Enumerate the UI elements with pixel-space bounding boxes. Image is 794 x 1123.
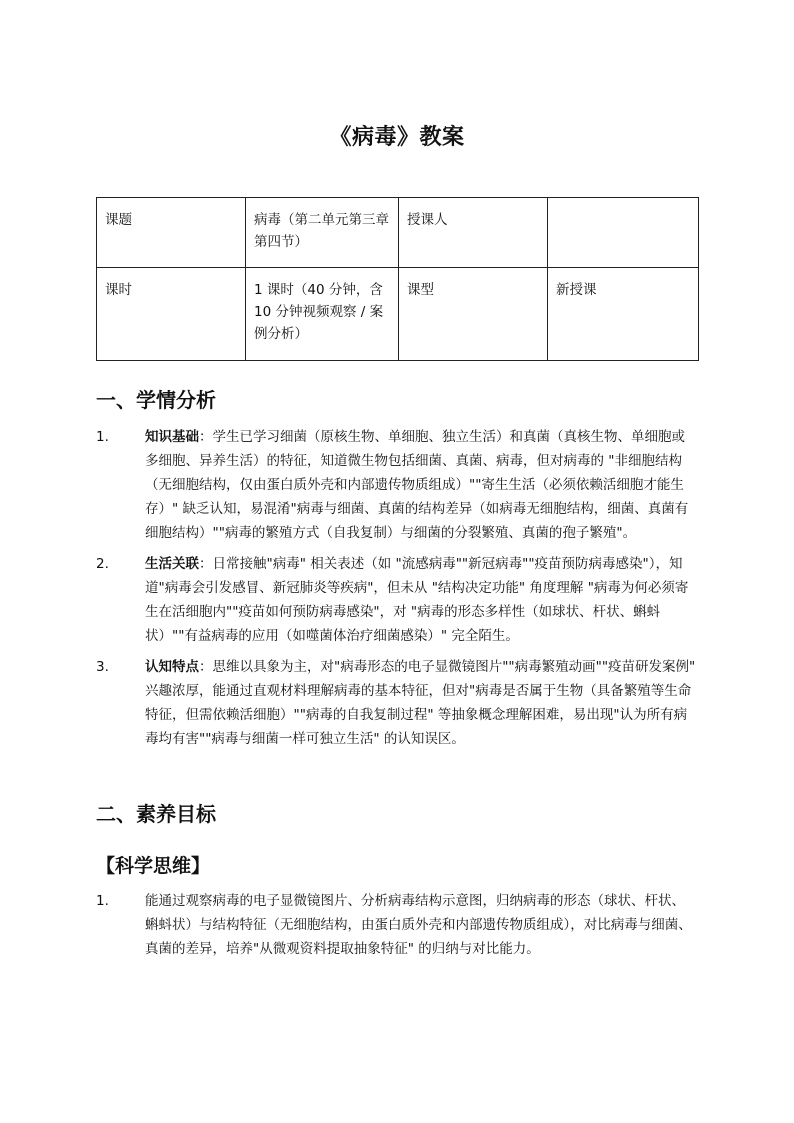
list-item-lead: 知识基础: [145, 429, 199, 445]
table-row: [97, 198, 699, 268]
list-item: [96, 655, 696, 751]
document-title: 《病毒》教案: [329, 125, 465, 150]
list-item-text: ：日常接触"病毒" 相关表述（如 "流感病毒""新冠病毒""疫苗预防病毒感染"），知道"病毒会引发感冒、新冠肺炎等疾病"，但未从 "结构决定功能" 角度理解 "病毒为何必须寄生在活细胞内""疫苗如何预防病毒感染"，对 "病毒的形态多样性（如球状、杆状、蝌蚪状）""有益病毒的应用（如噬菌体治疗细菌感染）" 完全陌生。: [145, 556, 689, 644]
student-analysis-list: [96, 425, 696, 758]
list-item-lead: 生活关联: [145, 556, 199, 572]
list-item-number: 3.: [96, 659, 109, 675]
list-item: [96, 425, 696, 545]
table-cell-teacher-value: [548, 198, 699, 268]
table-cell-topic-label: 课题: [97, 198, 246, 268]
list-item-text: ：思维以具象为主，对"病毒形态的电子显微镜图片""病毒繁殖动画""疫苗研发案例" 兴趣浓厚，能通过直观材料理解病毒的基本特征，但对"病毒是否属于生物（具备繁殖等生命特征，但需依赖活细胞）""病毒的自我复制过程" 等抽象概念理解困难，易出现"认为所有病毒均有害""病毒与细菌一样可独立生活" 的认知误区。: [145, 659, 696, 747]
section-heading-student-analysis: 一、学情分析: [96, 388, 216, 412]
list-item: [96, 889, 696, 961]
table-cell-topic-value: 病毒（第二单元第三章第四节）: [246, 198, 399, 268]
list-item-text: ：学生已学习细菌（原核生物、单细胞、独立生活）和真菌（真核生物、单细胞或多细胞、异养生活）的特征，知道微生物包括细菌、真菌、病毒，但对病毒的 "非细胞结构（无细胞结构，仅由蛋白质外壳和内部遗传物质组成）""寄生生活（必须依赖活细胞才能生存）" 缺乏认知，易混淆"病毒与细菌、真菌的结构差异（如病毒无细胞结构，细菌、真菌有细胞结构）""病毒的繁殖方式（自我复制）与细菌的分裂繁殖、真菌的孢子繁殖"。: [145, 429, 689, 541]
table-row: [97, 268, 699, 361]
scientific-thinking-list: [96, 889, 696, 968]
list-item-text: 能通过观察病毒的电子显微镜图片、分析病毒结构示意图，归纳病毒的形态（球状、杆状、蝌蚪状）与结构特征（无细胞结构，由蛋白质外壳和内部遗传物质组成），对比病毒与细菌、真菌的差异，培养"从微观资料提取抽象特征" 的归纳与对比能力。: [145, 893, 692, 957]
list-item-lead: 认知特点: [145, 659, 199, 675]
table-cell-type-value: 新授课: [548, 268, 699, 361]
list-item: [96, 552, 696, 648]
table-cell-hours-label: 课时: [97, 268, 246, 361]
table-cell-teacher-label: 授课人: [399, 198, 548, 268]
subsection-heading-scientific-thinking: 【科学思维】: [96, 855, 211, 877]
list-item-number: 1.: [96, 893, 109, 909]
table-cell-type-label: 课型: [399, 268, 548, 361]
section-heading-literacy-goals: 二、素养目标: [96, 802, 216, 826]
list-item-number: 1.: [96, 429, 109, 445]
list-item-number: 2.: [96, 556, 109, 572]
table-cell-hours-value: 1 课时（40 分钟，含 10 分钟视频观察 / 案例分析）: [246, 268, 399, 361]
lesson-info-table: [96, 197, 699, 361]
